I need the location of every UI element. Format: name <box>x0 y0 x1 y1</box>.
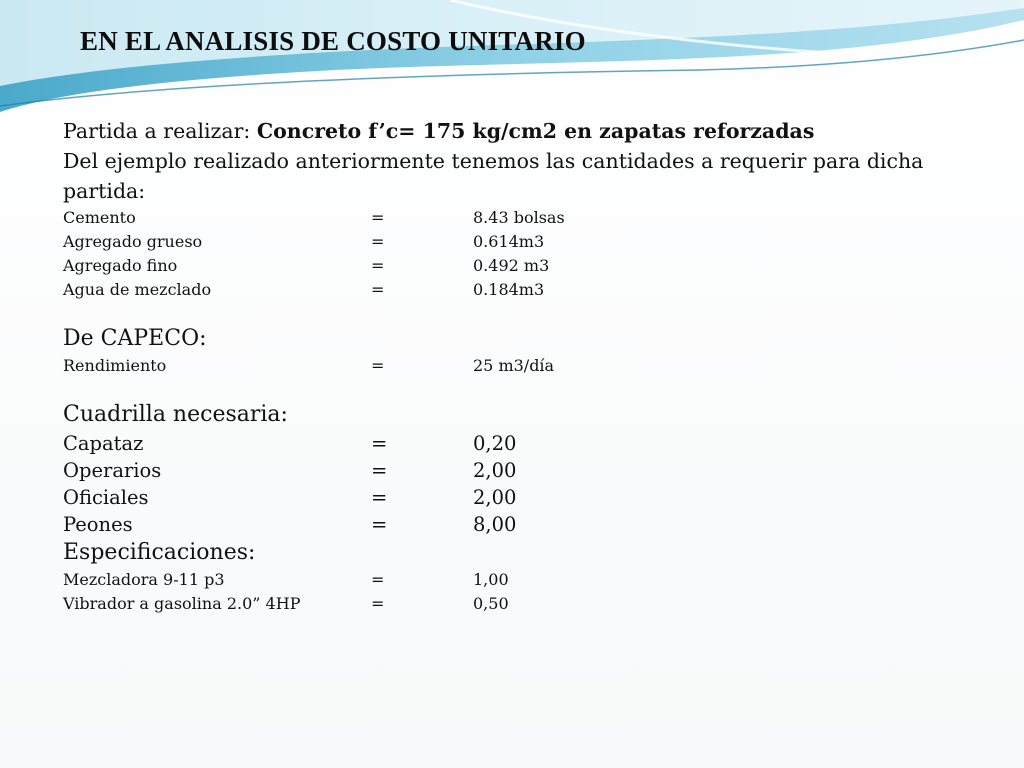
cuadrilla-list <box>63 430 983 538</box>
especificacion-row <box>63 568 983 592</box>
material-label: Cemento <box>63 208 136 227</box>
especificacion-label: Vibrador a gasolina 2.0” 4HP <box>63 594 301 613</box>
equals-sign: = <box>371 208 385 227</box>
header-wave-decoration <box>0 0 1024 130</box>
especificaciones-list <box>63 568 983 616</box>
equals-sign: = <box>371 232 385 251</box>
cuadrilla-value: 8,00 <box>473 513 517 536</box>
material-value: 0.184m3 <box>473 280 545 299</box>
material-label: Agua de mezclado <box>63 280 212 299</box>
especificaciones-heading: Especificaciones: <box>63 540 256 565</box>
cuadrilla-label: Oficiales <box>63 486 149 509</box>
especificacion-value: 0,50 <box>473 594 509 613</box>
cuadrilla-value: 2,00 <box>473 459 517 482</box>
intro-text: Del ejemplo realizado anteriormente tenemos las cantidades a requerir para dicha partida: <box>63 149 924 203</box>
equals-sign: = <box>371 356 385 375</box>
partida-label: Partida a realizar: <box>63 119 257 143</box>
slide-content <box>63 116 983 616</box>
equals-sign: = <box>371 256 385 275</box>
materials-list <box>63 206 983 302</box>
especificacion-row <box>63 592 983 616</box>
material-row <box>63 230 983 254</box>
equals-sign: = <box>371 280 385 299</box>
equals-sign: = <box>371 570 385 589</box>
equals-sign: = <box>371 432 388 455</box>
especificacion-value: 1,00 <box>473 570 509 589</box>
cuadrilla-row <box>63 430 983 457</box>
material-label: Agregado fino <box>63 256 178 275</box>
rendimiento-value: 25 m3/día <box>473 356 555 375</box>
capeco-heading: De CAPECO: <box>63 326 207 351</box>
cuadrilla-label: Operarios <box>63 459 162 482</box>
cuadrilla-value: 0,20 <box>473 432 517 455</box>
rendimiento-row <box>63 354 983 378</box>
equals-sign: = <box>371 594 385 613</box>
cuadrilla-row <box>63 511 983 538</box>
material-value: 0.614m3 <box>473 232 545 251</box>
equals-sign: = <box>371 459 388 482</box>
cuadrilla-label: Capataz <box>63 432 144 455</box>
material-row <box>63 254 983 278</box>
cuadrilla-label: Peones <box>63 513 133 536</box>
partida-value: Concreto f’c= 175 kg/cm2 en zapatas reforzadas <box>256 119 815 143</box>
cuadrilla-value: 2,00 <box>473 486 517 509</box>
slide-title: EN EL ANALISIS DE COSTO UNITARIO <box>80 26 586 56</box>
equals-sign: = <box>371 513 388 536</box>
cuadrilla-heading: Cuadrilla necesaria: <box>63 402 288 427</box>
partida-line <box>63 116 983 146</box>
cuadrilla-row <box>63 484 983 511</box>
especificacion-label: Mezcladora 9-11 p3 <box>63 570 225 589</box>
material-value: 8.43 bolsas <box>473 208 565 227</box>
material-row <box>63 206 983 230</box>
material-label: Agregado grueso <box>63 232 203 251</box>
rendimiento-list <box>63 354 983 378</box>
rendimiento-label: Rendimiento <box>63 356 167 375</box>
equals-sign: = <box>371 486 388 509</box>
cuadrilla-row <box>63 457 983 484</box>
material-row <box>63 278 983 302</box>
material-value: 0.492 m3 <box>473 256 550 275</box>
